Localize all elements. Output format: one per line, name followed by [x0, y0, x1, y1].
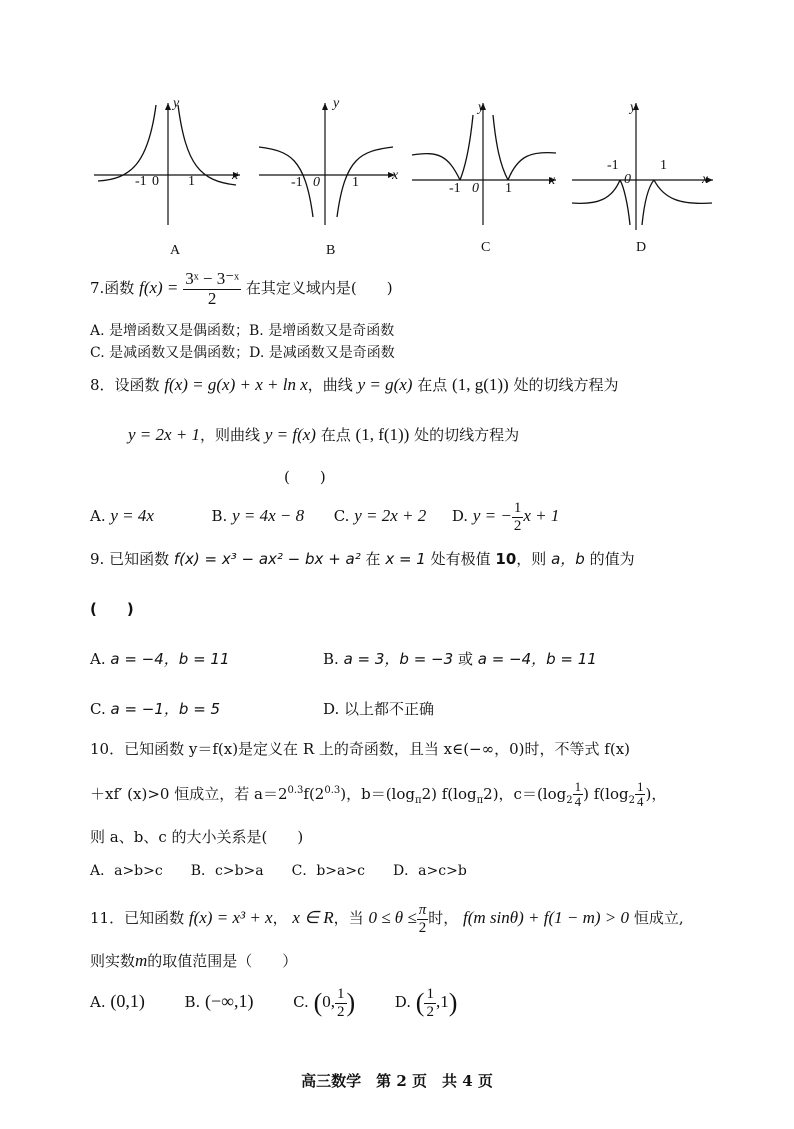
- graph-c-tick-neg1: -1: [449, 181, 461, 196]
- q10-l2-e: 2)，c＝(log: [483, 784, 567, 803]
- q11-inequality: f(m sinθ) + f(1 − m) > 0: [463, 908, 630, 927]
- graph-b: [255, 95, 405, 230]
- q11-opt-d-rparen: ): [448, 988, 458, 1017]
- graph-c: [408, 95, 563, 230]
- graph-d-y-label: y: [630, 100, 637, 115]
- q11-line2: [90, 950, 297, 971]
- q11-opt-c-label: C.: [293, 993, 309, 1011]
- q9-options-b: [323, 648, 597, 669]
- q11-l2-c: 的取值范围是（ ）: [147, 952, 298, 970]
- q9-opt-a: a = −4，b = 11: [110, 650, 230, 668]
- q9-stem: [90, 548, 635, 569]
- q11-opt-c-pre: 0,: [322, 992, 335, 1011]
- q8-opt-b-label: B.: [211, 507, 228, 525]
- q9-opt-c-label: C.: [90, 700, 106, 718]
- q11-opt-a: (0,1): [110, 991, 145, 1011]
- q11-opt-d-lparen: (: [415, 988, 425, 1017]
- q9-options-c: [90, 698, 220, 719]
- q8-l1-gx: y = g(x): [357, 375, 413, 394]
- q10-l2-e-sub: 2: [566, 794, 573, 806]
- q11-fx: f(x) = x³ + x: [188, 908, 273, 927]
- q11-opt-d-label: D.: [394, 993, 411, 1011]
- q11-domain: x ∈ R: [292, 908, 334, 927]
- q10-l2-g: ) f(log: [583, 784, 629, 803]
- q7-frac-num: 3ˣ − 3⁻ˣ: [185, 269, 240, 288]
- q11-line1: [90, 902, 684, 936]
- graph-b-x-label: x: [392, 168, 399, 183]
- q8-opt-a: y = 4x: [110, 506, 154, 525]
- q11-opt-d-post: ,1: [435, 992, 449, 1011]
- q10-l2-frac2-den: 4: [636, 794, 644, 810]
- q9-opt-c: a = −1，b = 5: [110, 700, 221, 718]
- graph-b-tick-0: 0: [313, 175, 320, 190]
- q8-opt-d-label: D.: [451, 507, 469, 525]
- q10-l2-c: )，b＝(log: [340, 784, 415, 803]
- graph-a-y-label: y: [173, 96, 180, 111]
- graph-d: [568, 95, 718, 230]
- q10-l2-c-sub: π: [415, 794, 422, 806]
- graph-c-x-label: x: [549, 173, 556, 188]
- q11-pi: π: [418, 902, 427, 918]
- q11-opt-d-frac: [424, 986, 436, 1020]
- q9-fx: f(x) = x³ − ax² − bx + a²: [173, 550, 361, 568]
- q8-l2-b: ，则曲线: [200, 426, 261, 444]
- q9-a: 9. 已知函数: [90, 550, 170, 568]
- q7-stem: [90, 270, 393, 308]
- q9-opt-a-label: A.: [90, 650, 106, 668]
- graph-b-tick-neg1: -1: [291, 175, 303, 190]
- q9-opt-b2: a = −4，b = 11: [477, 650, 597, 668]
- q10-l2-a: ＋xf′ (x)>0 恒成立，若 a＝2: [90, 784, 288, 803]
- q8-l2-f: 处的切线方程为: [414, 426, 520, 444]
- graph-a-x-label: x: [232, 168, 239, 183]
- graph-d-caption: D: [636, 240, 647, 255]
- q11-c: ，: [272, 909, 288, 927]
- q10-l2-d: 2) f(log: [421, 784, 477, 803]
- graph-b-caption: B: [326, 243, 336, 258]
- q10-line3: 则 a、b、c 的大小关系是( ): [90, 828, 304, 846]
- q11-opt-c-rparen: ): [346, 988, 356, 1017]
- graph-c-tick-0: 0: [472, 181, 479, 196]
- q8-opt-d-num: 1: [513, 500, 522, 516]
- q11-opt-a-label: A.: [90, 993, 106, 1011]
- q9-i: 的值为: [589, 550, 635, 568]
- graph-a-tick-1: 1: [188, 174, 195, 189]
- q8-opt-d-den: 2: [513, 517, 522, 534]
- page-footer: 高三数学 第 2 页 共 4 页: [301, 1072, 493, 1090]
- q11-a: 11．已知函数: [90, 909, 185, 927]
- q11-i: 恒成立,: [633, 909, 684, 927]
- graph-c-tick-1: 1: [505, 181, 512, 196]
- q9-options-ab: [90, 648, 230, 669]
- graph-c-caption: C: [481, 240, 491, 255]
- q10-l2-g-sub: 2: [628, 794, 635, 806]
- q8-opt-c: y = 2x + 2: [354, 506, 427, 525]
- q10-l2-frac1-den: 4: [574, 794, 582, 810]
- q9-ab: a，b: [551, 550, 585, 568]
- q10-l2-i: )，: [645, 784, 667, 803]
- q8-opt-b: y = 4x − 8: [232, 506, 305, 525]
- graph-b-tick-1: 1: [352, 175, 359, 190]
- q9-g: ，则: [516, 550, 547, 568]
- q10-l2-frac2: [635, 780, 646, 810]
- q9-extremum: 10: [495, 550, 517, 568]
- q9-answer-paren: ( ): [90, 600, 134, 618]
- q7-fx: f(x) =: [139, 278, 179, 298]
- q9-opt-b1: a = 3，b = −3: [343, 650, 454, 668]
- q7-frac-den: 2: [207, 288, 217, 308]
- graph-d-tick-1: 1: [660, 158, 667, 173]
- q8-answer-paren: ( ): [284, 468, 326, 486]
- q11-half-den: 2: [418, 919, 427, 936]
- graph-d-tick-0: 0: [624, 172, 631, 187]
- q10-l2-b-sup: 0.3: [324, 784, 341, 796]
- graph-d-tick-neg1: -1: [607, 158, 619, 173]
- q8-l2-point: (1, f(1)): [355, 425, 410, 444]
- q9-opt-b-label: B.: [323, 650, 339, 668]
- q11-options: [90, 986, 457, 1020]
- q11-opt-c-lparen: (: [313, 988, 323, 1017]
- q8-opt-d-pre: y = −: [472, 506, 512, 525]
- q10-l2-frac2-num: 1: [636, 779, 644, 794]
- q7-fraction: [183, 270, 241, 308]
- q7-options-2: C. 是减函数又是偶函数；D. 是减函数又是奇函数: [90, 345, 395, 361]
- graph-a-tick-0: 0: [152, 174, 159, 189]
- q9-c: 在: [365, 550, 381, 568]
- q9-e: 处有极值: [430, 550, 491, 568]
- q10-l2-frac1: [573, 780, 584, 810]
- q9-options-d: D. 以上都不正确: [323, 700, 435, 718]
- q8-line1: [90, 374, 618, 395]
- q7-number: 7.函数: [90, 279, 135, 298]
- q8-l1-fx: f(x) = g(x) + x + ln x: [164, 375, 308, 394]
- q11-opt-b-label: B.: [184, 993, 201, 1011]
- q11-theta-range: 0 ≤ θ ≤: [368, 908, 417, 927]
- graph-a-tick-neg1: -1: [135, 174, 147, 189]
- q8-l2-tangent: y = 2x + 1: [128, 425, 201, 444]
- q10-l2-frac1-num: 1: [574, 779, 582, 794]
- q8-opt-a-label: A.: [90, 507, 106, 525]
- q8-l2-fx: y = f(x): [264, 425, 316, 444]
- q9-x1: x = 1: [385, 550, 426, 568]
- q10-options: A．a>b>c B．c>b>a C．b>a>c D．a>c>b: [90, 863, 467, 879]
- q11-opt-c-den: 2: [337, 1003, 345, 1020]
- q10-l2-d-sub: π: [476, 794, 484, 806]
- q11-opt-d-den: 2: [426, 1003, 434, 1020]
- q8-l1-point: (1, g(1)): [452, 375, 509, 394]
- q11-e: ，当: [333, 909, 364, 927]
- graph-c-y-label: y: [478, 100, 485, 115]
- q11-l2-m: m: [135, 951, 148, 970]
- q7-options-1: A. 是增函数又是偶函数；B. 是增函数又是奇函数: [90, 323, 395, 339]
- q11-opt-d-num: 1: [426, 986, 434, 1002]
- q8-opt-d-post: x + 1: [523, 506, 560, 525]
- q8-l1-c: ，曲线: [307, 376, 353, 394]
- graph-a-caption: A: [170, 243, 181, 258]
- q11-opt-b: (−∞,1): [205, 991, 254, 1011]
- q7-tail: 在其定义域内是( ): [245, 279, 393, 298]
- q10-line1: 10．已知函数 y＝f(x)是定义在 R 上的奇函数，且当 x∈(−∞，0)时，不等式 f(x): [90, 740, 631, 758]
- q11-opt-c-num: 1: [337, 986, 345, 1002]
- graph-b-y-label: y: [333, 96, 340, 111]
- q8-l1-g: 处的切线方程为: [513, 376, 619, 394]
- q9-opt-b-or: 或: [457, 650, 473, 668]
- q8-options: [90, 500, 559, 534]
- q8-l2-d: 在点: [320, 426, 351, 444]
- q10-l2-a-sup: 0.3: [287, 784, 304, 796]
- q11-g: 时，: [428, 909, 459, 927]
- q8-l1-a: 8．设函数: [90, 376, 160, 394]
- q11-pi-half: [417, 902, 429, 936]
- q11-opt-c-frac: [335, 986, 347, 1020]
- q8-opt-c-label: C.: [333, 507, 350, 525]
- graph-a: [90, 95, 250, 230]
- q10-line2: [90, 780, 666, 810]
- q8-opt-d-frac: [512, 500, 524, 534]
- q8-line2: [128, 424, 519, 445]
- q8-l1-e: 在点: [417, 376, 448, 394]
- graph-d-x-label: x: [702, 172, 709, 187]
- q10-l2-b: f(2: [303, 784, 325, 803]
- q11-l2-a: 则实数: [90, 952, 136, 970]
